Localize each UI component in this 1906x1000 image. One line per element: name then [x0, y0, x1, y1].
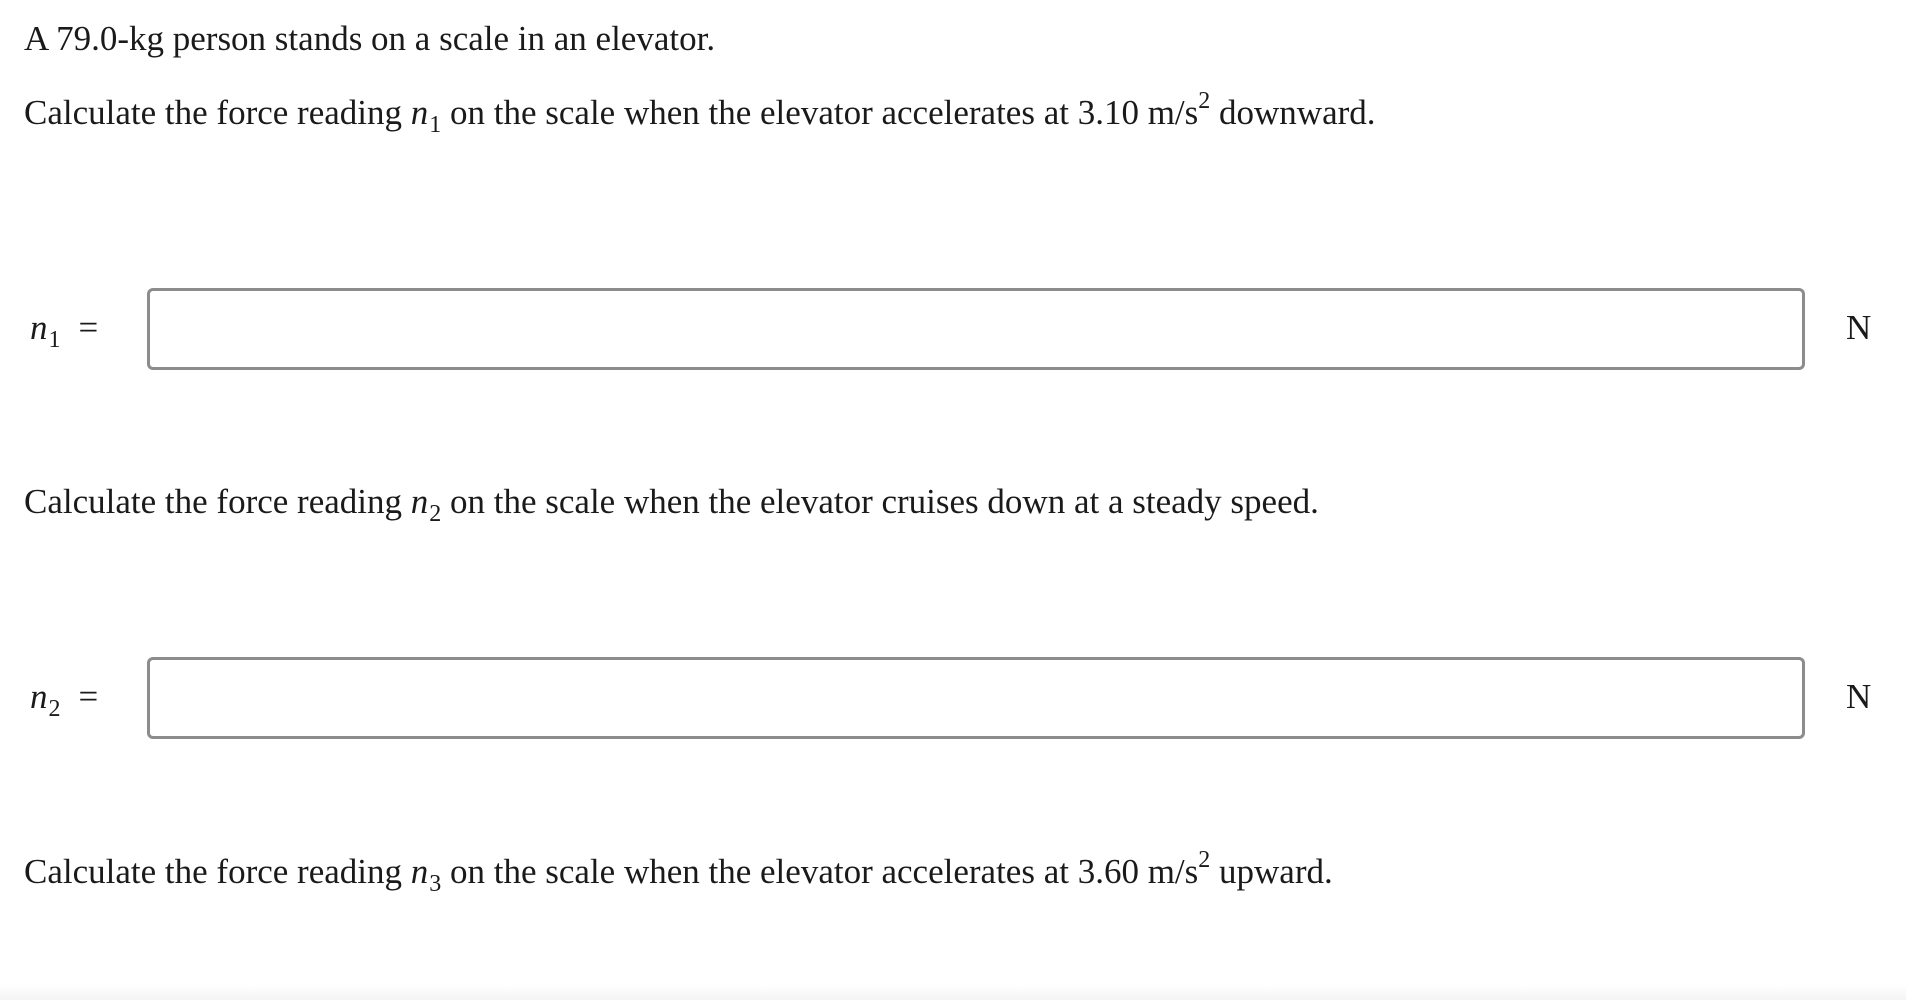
- part-1-label-subscript: 1: [48, 327, 61, 353]
- part-3-variable: n: [410, 852, 429, 891]
- part-3-prompt: [24, 847, 1333, 898]
- part-2-answer-input[interactable]: [147, 657, 1805, 739]
- part-1-prompt-after: downward.: [1210, 93, 1376, 132]
- part-2-prompt-before: Calculate the force reading: [24, 482, 411, 521]
- part-2-answer-label: [30, 675, 98, 723]
- part-2-variable-subscript: 2: [429, 501, 442, 527]
- part-2-prompt: [24, 480, 1319, 528]
- part-3-variable-subscript: 3: [429, 871, 442, 897]
- part-3-prompt-before: Calculate the force reading: [24, 852, 411, 891]
- part-2-equals-sign: =: [78, 677, 99, 716]
- part-1-prompt-middle: on the scale when the elevator accelerates at 3.10 m/s: [441, 93, 1199, 132]
- part-2-prompt-middle: on the scale when the elevator cruises down at a steady speed.: [441, 482, 1319, 521]
- part-3-prompt-after: upward.: [1210, 852, 1333, 891]
- problem-statement-text: A 79.0-kg person stands on a scale in an elevator.: [24, 19, 716, 58]
- part-2-variable: n: [410, 482, 429, 521]
- part-3-unit-exponent: 2: [1198, 847, 1211, 873]
- part-2-answer-row: [0, 657, 1906, 743]
- part-1-equals-sign: =: [78, 308, 99, 347]
- part-1-variable-subscript: 1: [429, 112, 442, 138]
- part-1-answer-row: [0, 288, 1906, 374]
- problem-statement: [24, 17, 715, 61]
- part-1-unit-label: N: [1846, 308, 1872, 347]
- part-2-label-subscript: 2: [48, 696, 61, 722]
- part-2-unit-label: N: [1846, 677, 1872, 716]
- part-1-label-variable: n: [30, 308, 48, 347]
- part-1-answer-label: [30, 306, 98, 354]
- part-1-prompt-before: Calculate the force reading: [24, 93, 411, 132]
- part-1-answer-input[interactable]: [147, 288, 1805, 370]
- part-1-prompt: [24, 88, 1376, 139]
- bottom-edge-shadow: [0, 985, 1906, 1000]
- part-1-unit-exponent: 2: [1198, 88, 1211, 114]
- part-3-prompt-middle: on the scale when the elevator accelerates at 3.60 m/s: [441, 852, 1199, 891]
- part-2-label-variable: n: [30, 677, 48, 716]
- part-1-variable: n: [410, 93, 429, 132]
